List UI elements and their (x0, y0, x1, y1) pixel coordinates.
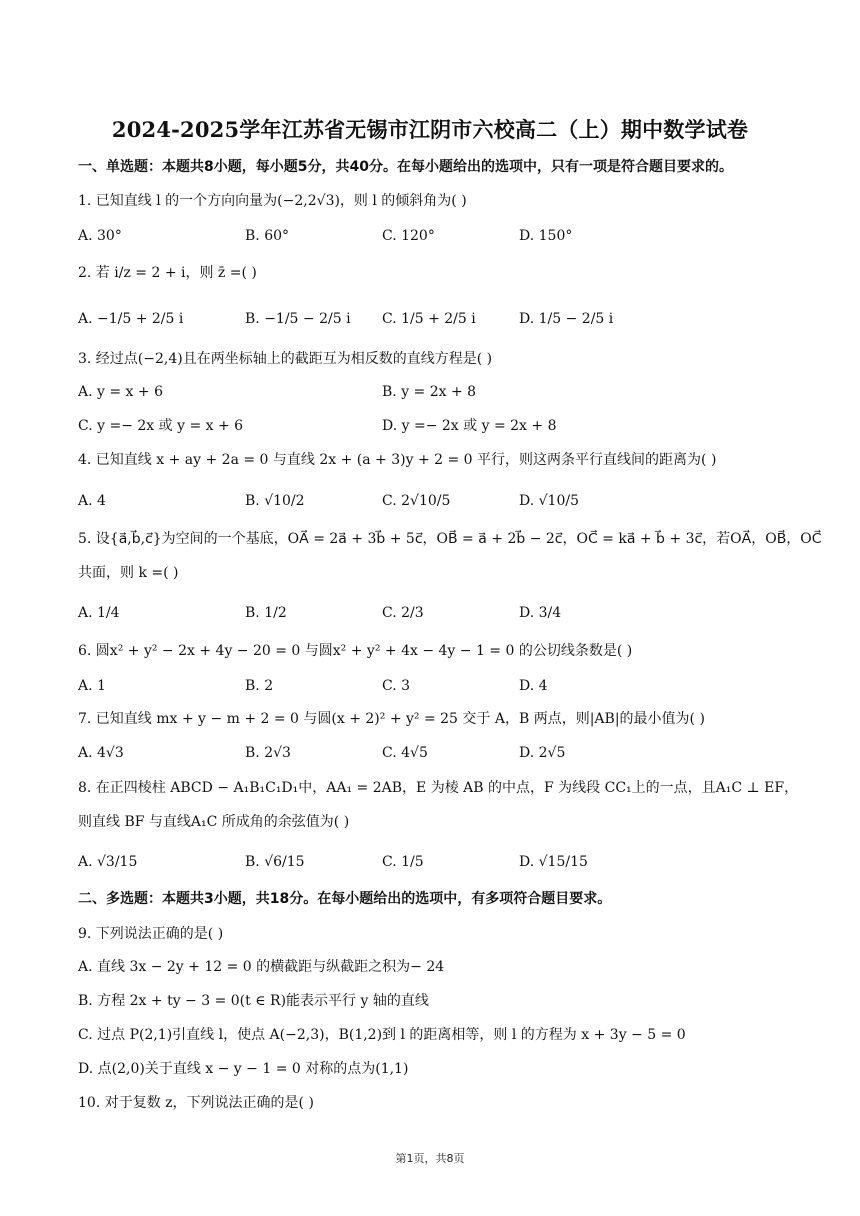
question-5-option-a: A. 1/4 (78, 605, 120, 621)
question-6-option-d: D. 4 (519, 678, 548, 694)
question-6-stem: 6. 圆x² + y² − 2x + 4y − 20 = 0 与圆x² + y² + 4x − 4y − 1 = 0 的公切线条数是( ) (78, 643, 633, 659)
page-footer: 第1页，共8页 (395, 1152, 465, 1165)
question-1-option-d: D. 150° (519, 228, 573, 244)
question-5-option-d: D. 3/4 (519, 605, 562, 621)
question-7-option-d: D. 2√5 (519, 745, 566, 761)
question-9-option-c: C. 过点 P(2,1)引直线 l，使点 A(−2,3)，B(1,2)到 l 的距离相等，则 l 的方程为 x + 3y − 5 = 0 (78, 1027, 686, 1043)
question-9-option-d: D. 点(2,0)关于直线 x − y − 1 = 0 对称的点为(1,1) (78, 1061, 409, 1077)
question-8-stem: 8. 在正四棱柱 ABCD − A₁B₁C₁D₁中，AA₁ = 2AB，E 为棱 AB 的中点，F 为线段 CC₁上的一点，且A₁C ⊥ EF， (78, 780, 799, 796)
question-1-option-b: B. 60° (245, 228, 290, 244)
question-4-option-b: B. √10/2 (245, 493, 305, 509)
question-10-stem: 10. 对于复数 z，下列说法正确的是( ) (78, 1095, 314, 1111)
question-5-stem-continued: 共面，则 k =( ) (78, 565, 179, 581)
question-2-option-a: A. −1/5 + 2/5 i (78, 311, 184, 327)
question-7-option-b: B. 2√3 (245, 745, 291, 761)
question-4-option-a: A. 4 (78, 493, 106, 509)
question-2-option-d: D. 1/5 − 2/5 i (519, 311, 614, 327)
question-1-stem: 1. 已知直线 l 的一个方向向量为(−2,2√3)，则 l 的倾斜角为( ) (78, 193, 467, 209)
question-6-option-b: B. 2 (245, 678, 274, 694)
section-header-single-choice: 一、单选题：本题共8小题，每小题5分，共40分。在每小题给出的选项中，只有一项是符合题目要求的。 (78, 159, 733, 175)
question-9-stem: 9. 下列说法正确的是( ) (78, 926, 224, 942)
question-3-option-b: B. y = 2x + 8 (382, 384, 477, 400)
question-6-option-a: A. 1 (78, 678, 106, 694)
question-7-option-a: A. 4√3 (78, 745, 124, 761)
question-8-option-a: A. √3/15 (78, 854, 138, 870)
question-5-option-c: C. 2/3 (382, 605, 424, 621)
question-8-option-d: D. √15/15 (519, 854, 588, 870)
question-8-option-b: B. √6/15 (245, 854, 305, 870)
question-2-option-b: B. −1/5 − 2/5 i (245, 311, 351, 327)
question-8-stem-continued: 则直线 BF 与直线A₁C 所成角的余弦值为( ) (78, 814, 350, 830)
question-3-stem: 3. 经过点(−2,4)且在两坐标轴上的截距互为相反数的直线方程是( ) (78, 351, 493, 367)
question-7-stem: 7. 已知直线 mx + y − m + 2 = 0 与圆(x + 2)² + y² = 25 交于 A，B 两点，则|AB|的最小值为( ) (78, 711, 705, 727)
question-4-option-c: C. 2√10/5 (382, 493, 451, 509)
question-9-option-a: A. 直线 3x − 2y + 12 = 0 的横截距与纵截距之积为− 24 (78, 959, 445, 975)
exam-title: 2024-2025学年江苏省无锡市江阴市六校高二（上）期中数学试卷 (111, 117, 749, 142)
question-1-option-c: C. 120° (382, 228, 435, 244)
question-6-option-c: C. 3 (382, 678, 411, 694)
question-1-option-a: A. 30° (78, 228, 122, 244)
question-4-stem: 4. 已知直线 x + ay + 2a = 0 与直线 2x + (a + 3)y + 2 = 0 平行，则这两条平行直线间的距离为( ) (78, 452, 717, 468)
question-5-stem: 5. 设{a⃗,b⃗,c⃗}为空间的一个基底，OA⃗ = 2a⃗ + 3b⃗ + 5c⃗，OB⃗ = a⃗ + 2b⃗ − 2c⃗，OC⃗ = ka⃗ + b⃗ + 3c⃗，若OA⃗，OB⃗，OC⃗ (78, 531, 822, 547)
question-5-option-b: B. 1/2 (245, 605, 287, 621)
question-4-option-d: D. √10/5 (519, 493, 579, 509)
section-header-multiple-choice: 二、多选题：本题共3小题，共18分。在每小题给出的选项中，有多项符合题目要求。 (78, 891, 612, 907)
question-3-option-c: C. y =− 2x 或 y = x + 6 (78, 418, 244, 434)
question-7-option-c: C. 4√5 (382, 745, 428, 761)
question-3-option-d: D. y =− 2x 或 y = 2x + 8 (382, 418, 557, 434)
question-3-option-a: A. y = x + 6 (78, 384, 163, 400)
question-9-option-b: B. 方程 2x + ty − 3 = 0(t ∈ R)能表示平行 y 轴的直线 (78, 993, 429, 1009)
question-2-option-c: C. 1/5 + 2/5 i (382, 311, 476, 327)
question-8-option-c: C. 1/5 (382, 854, 424, 870)
question-2-stem: 2. 若 i/z = 2 + i，则 z̄ =( ) (78, 265, 257, 281)
